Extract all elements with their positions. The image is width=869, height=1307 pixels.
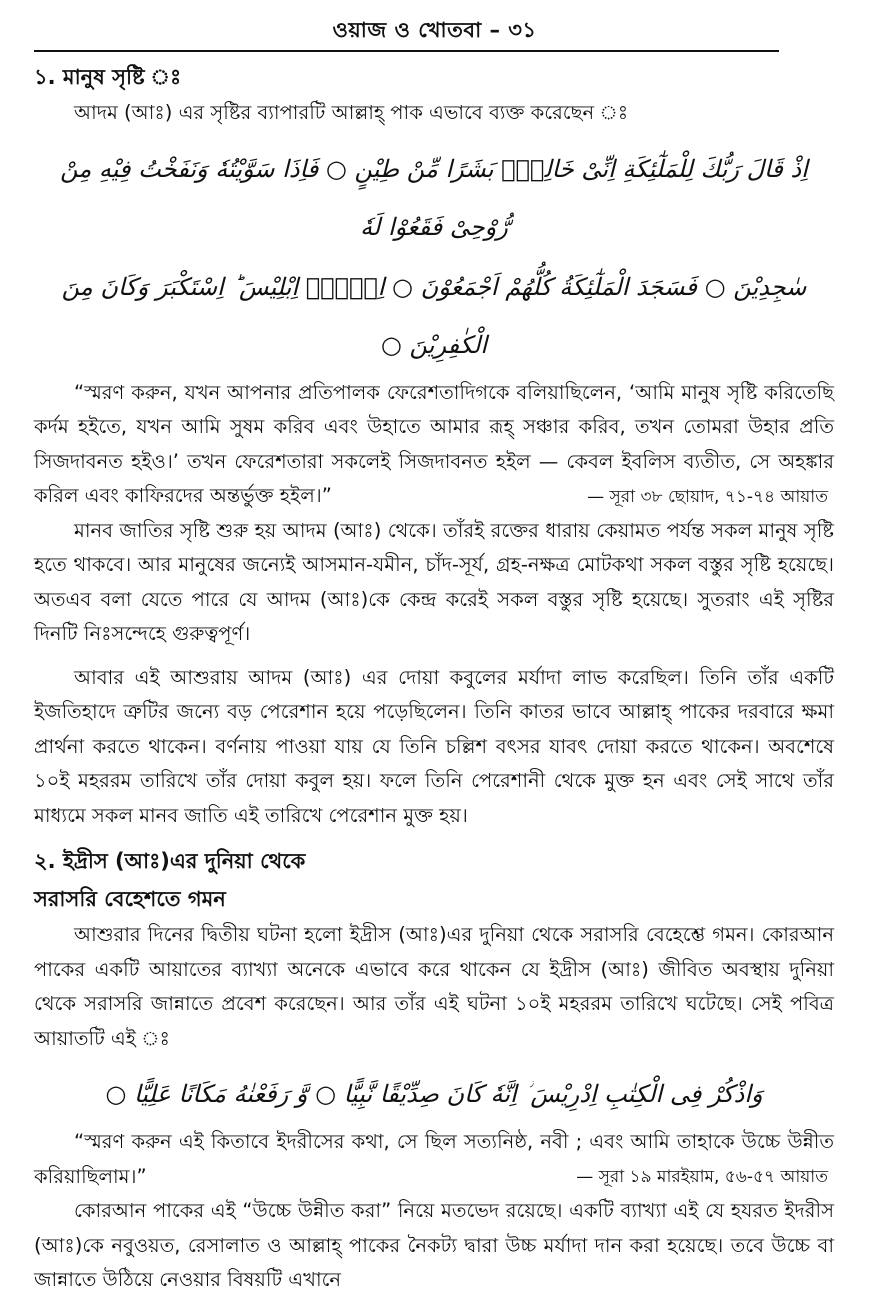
- arabic-verse-line-1: اِذْ قَالَ رَبُّكَ لِلْمَلٰٓئِكَةِ اِنِّیْ خَالِقٌۢ بَشَرًا مِّنْ طِیْنٍ ○ فَاِذَا سَوَّیْتُهٗ وَنَفَخْتُ فِیْهِ مِنْ رُّوْحِیْ فَقَعُوْا لَهٗ: [60, 154, 808, 241]
- arabic-verse-line-2: سٰجِدِیْنَ ○ فَسَجَدَ الْمَلٰٓئِكَةُ كُلُّهُمْ اَجْمَعُوْنَ ○ اِلَّاۤ اِبْلِیْسَ ؕ اِسْتَكْبَرَ وَكَانَ مِنَ الْكٰفِرِیْنَ ○: [61, 272, 807, 359]
- section-1-quote: “স্মরণ করুন, যখন আপনার প্রতিপালক ফেরেশতাদিগকে বলিয়াছিলেন, ‘আমি মানুষ সৃষ্টি করিতেছি কর্দম হইতে, যখন আমি সুষম করিব এবং উহাতে আমার রূহ্ সঞ্চার করিব, তখন তোমরা উহার প্রতি সিজদাবনত হইও।’ তখন ফেরেশতারা সকলেই সিজদাবনত হইল — কেবল ইবলিস ব্যতীত, সে অহঙ্কার করিল এবং কাফিরদের অন্তর্ভুক্ত হইল।”: [34, 380, 834, 507]
- section-2-paragraph-1: আশুরার দিনের দ্বিতীয় ঘটনা হলো ইদ্রীস (আঃ)এর দুনিয়া থেকে সরাসরি বেহেশ্তে গমন। কোরআন পাকের একটি আয়াতের ব্যাখ্যা অনেকে এভাবে করে থাকেন যে ইদ্রীস (আঃ) জীবিত অবস্থায় দুনিয়া থেকে সরাসরি জান্নাতে প্রবেশ করেছেন। আর তাঁর এই ঘটনা ১০ই মহররম তারিখে ঘটেছে। সেই পবিত্র আয়াতটি এই ঃ: [34, 923, 834, 1050]
- section-2-title-line-1: ২. ইদ্রীস (আঃ)এর দুনিয়া থেকে: [34, 849, 306, 873]
- section-2-title-line-2: সরাসরি বেহেশতে গমন: [34, 887, 226, 911]
- section-1-paragraph-1: মানব জাতির সৃষ্টি শুরু হয় আদম (আঃ) থেকে। তাঁরই রক্তের ধারায় কেয়ামত পর্যন্ত সকল মানুষ সৃষ্টি হতে থাকবে। আর মানুষের জন্যেই আসমান-যমীন, চাঁদ-সূর্য, গ্রহ-নক্ষত্র মোটকথা সকল বস্তুর সৃষ্টি হয়েছে। অতএব বলা যেতে পারে যে আদম (আঃ)কে কেন্দ্র করেই সকল বস্তুর সৃষ্টি হয়েছে। সুতরাং এই সৃষ্টির দিনটি নিঃসন্দেহে গুরুত্বপূর্ণ।: [34, 518, 834, 645]
- section-2-quote: “স্মরণ করুন এই কিতাবে ইদরীসের কথা, সে ছিল সত্যনিষ্ঠ, নবী ; এবং আমি তাহাকে উচ্চে উন্নীত করিয়াছিলাম।”: [34, 1130, 834, 1188]
- section-1-paragraph-2: আবার এই আশুরায় আদম (আঃ) এর দোয়া কবুলের মর্যাদা লাভ করেছিল। তিনি তাঁর একটি ইজতিহাদে ত্রুটির জন্যে বড় পেরেশান হয়ে পড়েছিলেন। তিনি কাতর ভাবে আল্লাহ্ পাকের দরবারে ক্ষমা প্রার্থনা করতে থাকেন। বর্ণনায় পাওয়া যায় যে তিনি চল্লিশ বৎসর যাবৎ দোয়া করতে থাকেন। অবশেষে ১০ই মহররম তারিখে তাঁর দোয়া কবুল হয়। ফলে তিনি পেরেশানী থেকে মুক্ত হন এবং সেই সাথে তাঁর মাধ্যমে সকল মানব জাতি এই তারিখে পেরেশান মুক্ত হয়।: [34, 665, 834, 827]
- section-1-intro: আদম (আঃ) এর সৃষ্টির ব্যাপারটি আল্লাহ্ পাক এভাবে ব্যক্ত করেছেন ঃ: [74, 101, 629, 124]
- page-content: [34, 58, 834, 1307]
- section-2-paragraph-2: কোরআন পাকের এই “উচ্চে উন্নীত করা” নিয়ে মতভেদ রয়েছে। একটি ব্যাখ্যা এই যে হযরত ইদরীস (আঃ)কে নবুওয়ত, রেসালাত ও আল্লাহ্ পাকের নৈকট্য দ্বারা উচ্চ মর্যাদা দান করা হয়েছে। তবে উচ্চে বা জান্নাতে উঠিয়ে নেওয়ার বিষয়টি এখানে: [34, 1199, 834, 1291]
- arabic-verse-idris: وَاذْكُرْ فِی الْكِتٰبِ اِدْرِیْسَ ؗ اِنَّهٗ كَانَ صِدِّیْقًا نَّبِیًّا ○ وَّ رَفَعْنٰهُ مَكَانًا عَلِیًّا ○: [105, 1080, 763, 1108]
- header-rule: [34, 50, 779, 52]
- section-1-title: ১. মানুষ সৃষ্টি ঃ: [34, 65, 182, 89]
- section-1-quote-reference: — সূরা ৩৮ ছোয়াদ, ৭১-৭৪ আয়াত: [587, 486, 828, 507]
- page-header: ওয়াজ ও খোতবা – ৩১: [332, 18, 537, 42]
- section-2-quote-reference: — সূরা ১৯ মারইয়াম, ৫৬-৫৭ আয়াত: [576, 1167, 828, 1187]
